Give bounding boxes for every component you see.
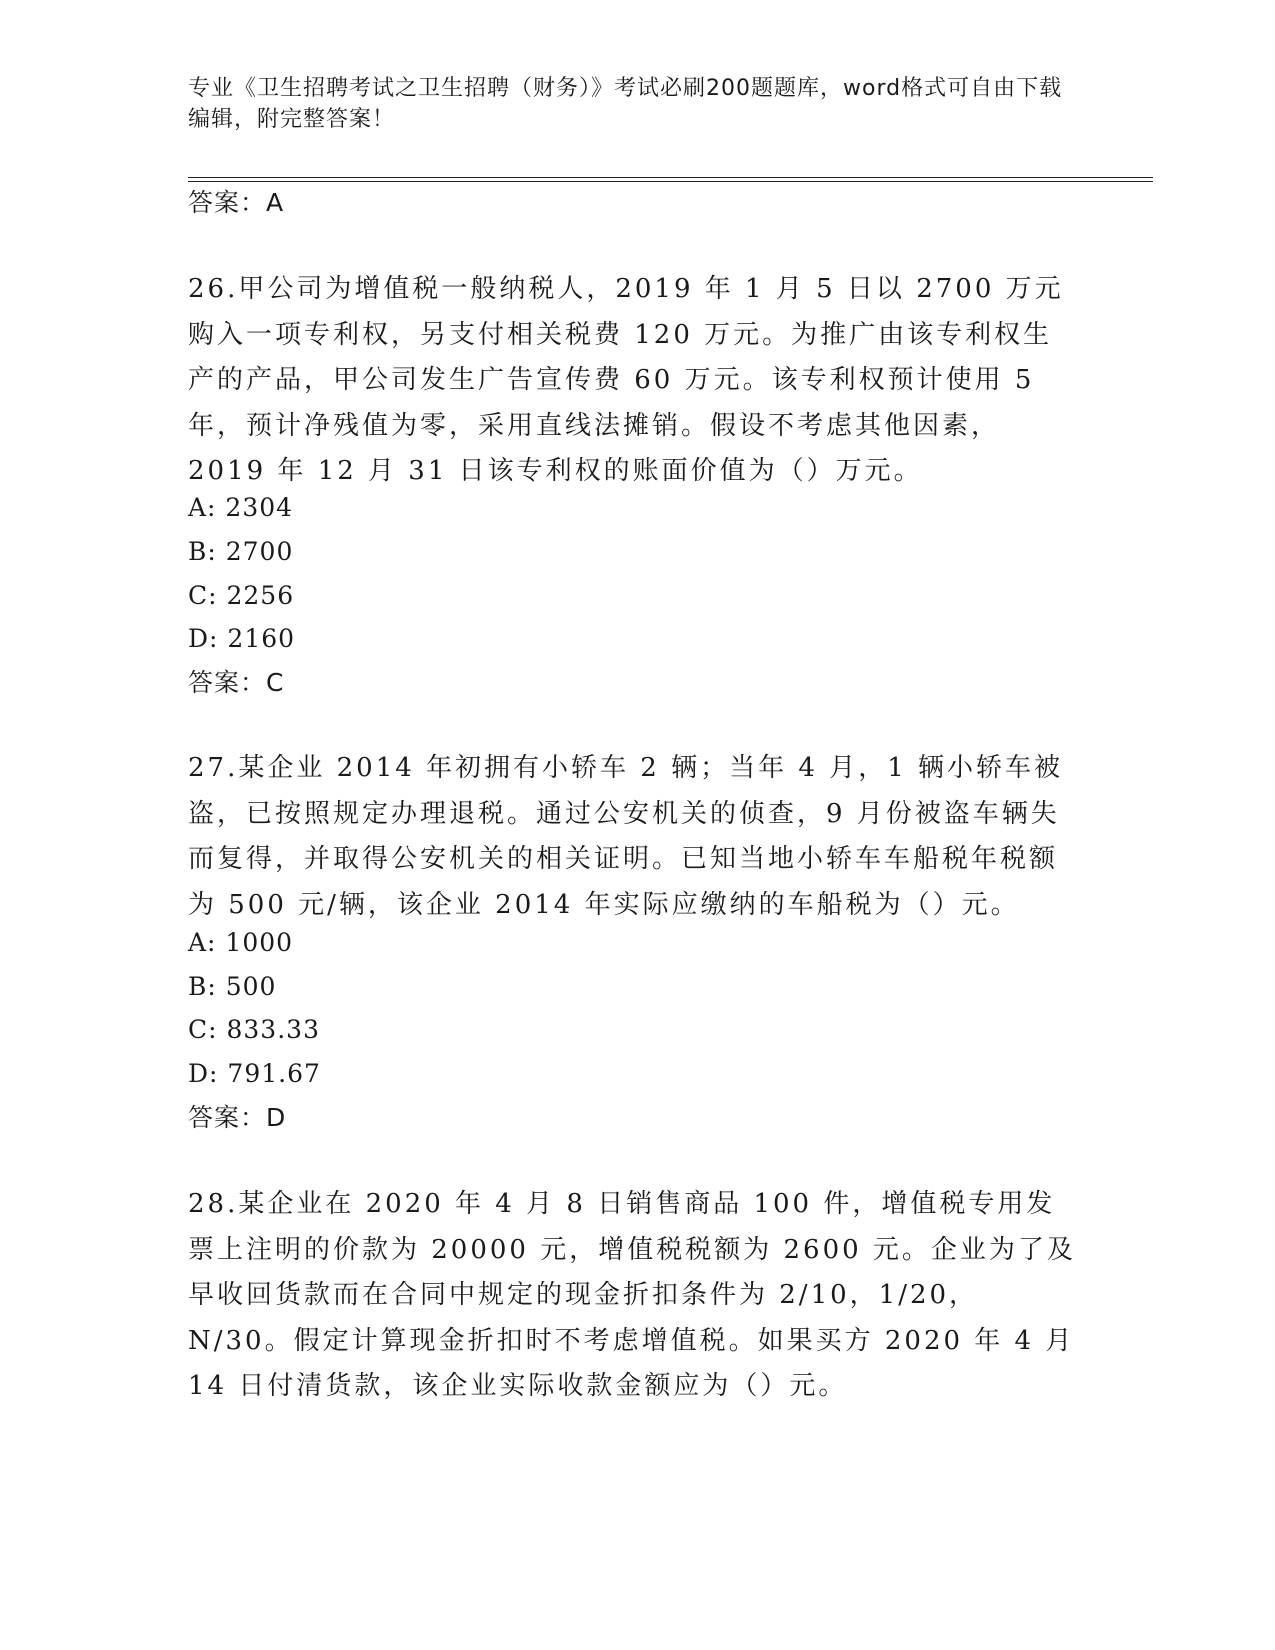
question-27-option-c: C: 833.33 [188,1015,320,1044]
question-26-stem: 26.甲公司为增值税一般纳税人，2019 年 1 月 5 日以 2700 万元购入一项专利权，另支付相关税费 120 万元。为推广由该专利权生产的产品，甲公司发生广告宣传费 60 万元。该专利权预计使用 5 年，预计净残值为零，采用直线法摊销。假设不考虑其他因素，2019 年 12 月 31 日该专利权的账面价值为（）万元。 [188,274,1064,486]
question-28-stem: 28.某企业在 2020 年 4 月 8 日销售商品 100 件，增值税专用发票上注明的价款为 20000 元，增值税税额为 2600 元。企业为了及早收回货款而在合同中规定的现金折扣条件为 2/10，1/20，N/30。假定计算现金折扣时不考虑增值税。如果买方 2020 年 4 月 14 日付清货款，该企业实际收款金额应为（）元。 [188,1189,1076,1401]
question-27-stem: 27.某企业 2014 年初拥有小轿车 2 辆；当年 4 月，1 辆小轿车被盗，已按照规定办理退税。通过公安机关的侦查，9 月份被盗车辆失而复得，并取得公安机关的相关证明。已知当地小轿车车船税年税额为 500 元/辆，该企业 2014 年实际应缴纳的车船税为（）元。 [188,753,1063,920]
question-26-answer: 答案：C [188,668,285,697]
question-26-option-a: A: 2304 [188,493,294,522]
question-27-option-a: A: 1000 [188,928,294,957]
header-divider-top [188,177,1153,178]
header-divider-bottom [188,181,1153,182]
question-26-option-d: D: 2160 [188,624,296,653]
document-header: 专业《卫生招聘考试之卫生招聘（财务）》考试必刷200题题库，word格式可自由下载编辑，附完整答案！ [188,76,1063,132]
question-26-option-c: C: 2256 [188,581,295,610]
question-27-option-d: D: 791.67 [188,1059,321,1088]
question-27-answer: 答案：D [188,1103,287,1132]
question-27-option-b: B: 500 [188,972,277,1001]
question-26-option-b: B: 2700 [188,537,294,566]
answer-prev: 答案：A [188,188,285,217]
